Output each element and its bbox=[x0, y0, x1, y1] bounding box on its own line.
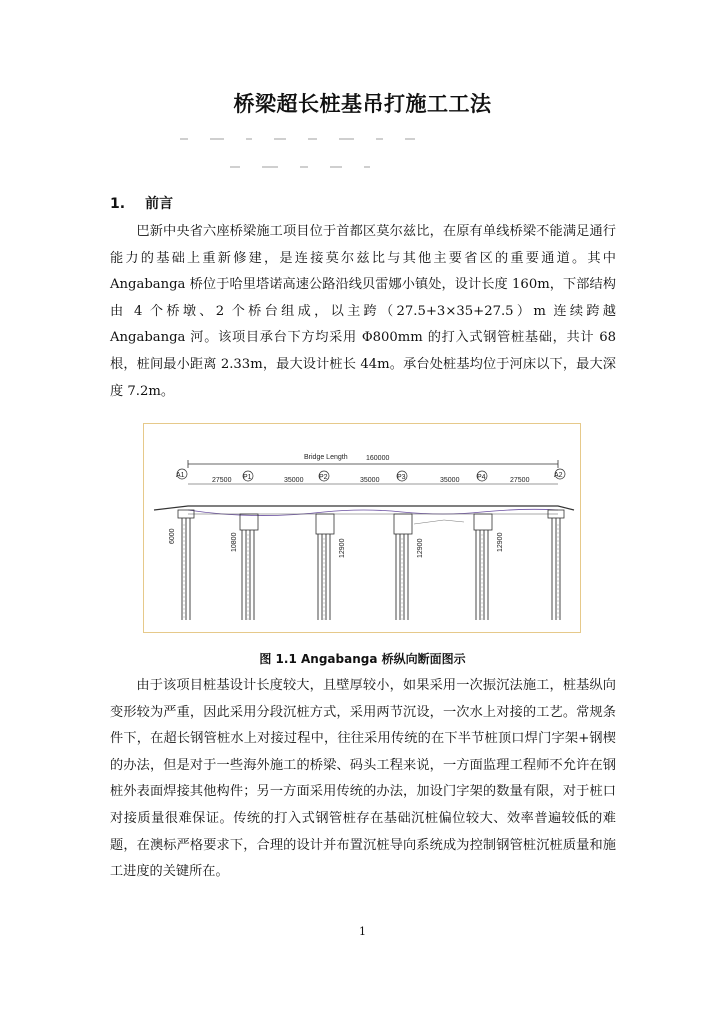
section-heading bbox=[110, 193, 173, 213]
support-marker bbox=[176, 469, 187, 479]
svg-text:A1: A1 bbox=[176, 472, 185, 479]
bridge-section-figure bbox=[143, 423, 581, 633]
dim-label: 10800 bbox=[231, 532, 238, 552]
dim-label: 12900 bbox=[417, 538, 424, 558]
bridge-diagram bbox=[144, 424, 580, 632]
figure-caption: 图 1.1 Angabanga 桥纵向断面图示 bbox=[259, 652, 466, 666]
section-number: 1. bbox=[110, 196, 126, 212]
dim-label: 6000 bbox=[169, 528, 176, 544]
span-label: 35000 bbox=[360, 477, 380, 484]
span-label: 35000 bbox=[284, 477, 304, 484]
svg-text:P1: P1 bbox=[243, 474, 252, 481]
span-label: 27500 bbox=[212, 477, 232, 484]
svg-text:A2: A2 bbox=[554, 472, 563, 479]
scan-artifact bbox=[180, 128, 540, 142]
support-marker bbox=[554, 469, 565, 479]
support-marker bbox=[477, 471, 487, 481]
document-title: 桥梁超长桩基吊打施工工法 bbox=[233, 92, 492, 116]
scan-artifact bbox=[230, 156, 490, 170]
paragraph-method: 由于该项目桩基设计长度较大，且壁厚较小，如果采用一次振沉法施工，桩基纵向变形较为严重，因此采用分段沉桩方式，采用两节沉设，一次水上对接的工艺。常规条件下，在超长钢管桩水上对接过程中，往往采用传统的在下半节桩顶口焊门字架+钢楔的办法，但是对于一些海外施工的桥梁、码头工程来说，一方面监理工程师不允许在钢桩外表面焊接其他构件；另一方面采用传统的办法，加设门字架的数量有限，对于桩口对接质量很难保证。传统的打入式钢管桩存在基础沉桩偏位较大、效率普遍较低的难题，在澳标严格要求下，合理的设计并布置沉桩导向系统成为控制钢管桩沉桩质量和施工进度的关键所在。 bbox=[110, 678, 616, 880]
support-marker bbox=[397, 471, 407, 481]
support-marker bbox=[319, 471, 329, 481]
section-title: 前言 bbox=[145, 196, 174, 212]
bridge-length-label: Bridge Length bbox=[304, 454, 348, 461]
support-marker bbox=[243, 471, 253, 481]
svg-text:P2: P2 bbox=[319, 474, 328, 481]
bridge-length-value: 160000 bbox=[366, 455, 390, 462]
span-label: 35000 bbox=[440, 477, 460, 484]
paragraph-intro: 巴新中央省六座桥梁施工项目位于首都区莫尔兹比，在原有单线桥梁不能满足通行能力的基础上重新修建，是连接莫尔兹比与其他主要省区的重要通道。其中 Angabanga 桥位于哈里塔诺高速公路沿线贝雷娜小镇处，设计长度 160m，下部结构由 4 个桥墩、2 个桥台组成，以主跨（27.5+3×35+27.5）m 连续跨越 Angabanga 河。该项目承台下方均采用 Φ800mm 的打入式钢管桩基础，共计 68 根，桩间最小距离 2.33m，最大设计桩长 44m。承台处桩基均位于河床以下，最大深度 7.2m。 bbox=[110, 224, 616, 399]
page-number: 1 bbox=[359, 925, 366, 938]
span-label: 27500 bbox=[510, 477, 530, 484]
svg-text:P3: P3 bbox=[397, 474, 406, 481]
dim-label: 12900 bbox=[339, 538, 346, 558]
svg-text:P4: P4 bbox=[477, 474, 486, 481]
dim-label: 12900 bbox=[497, 532, 504, 552]
